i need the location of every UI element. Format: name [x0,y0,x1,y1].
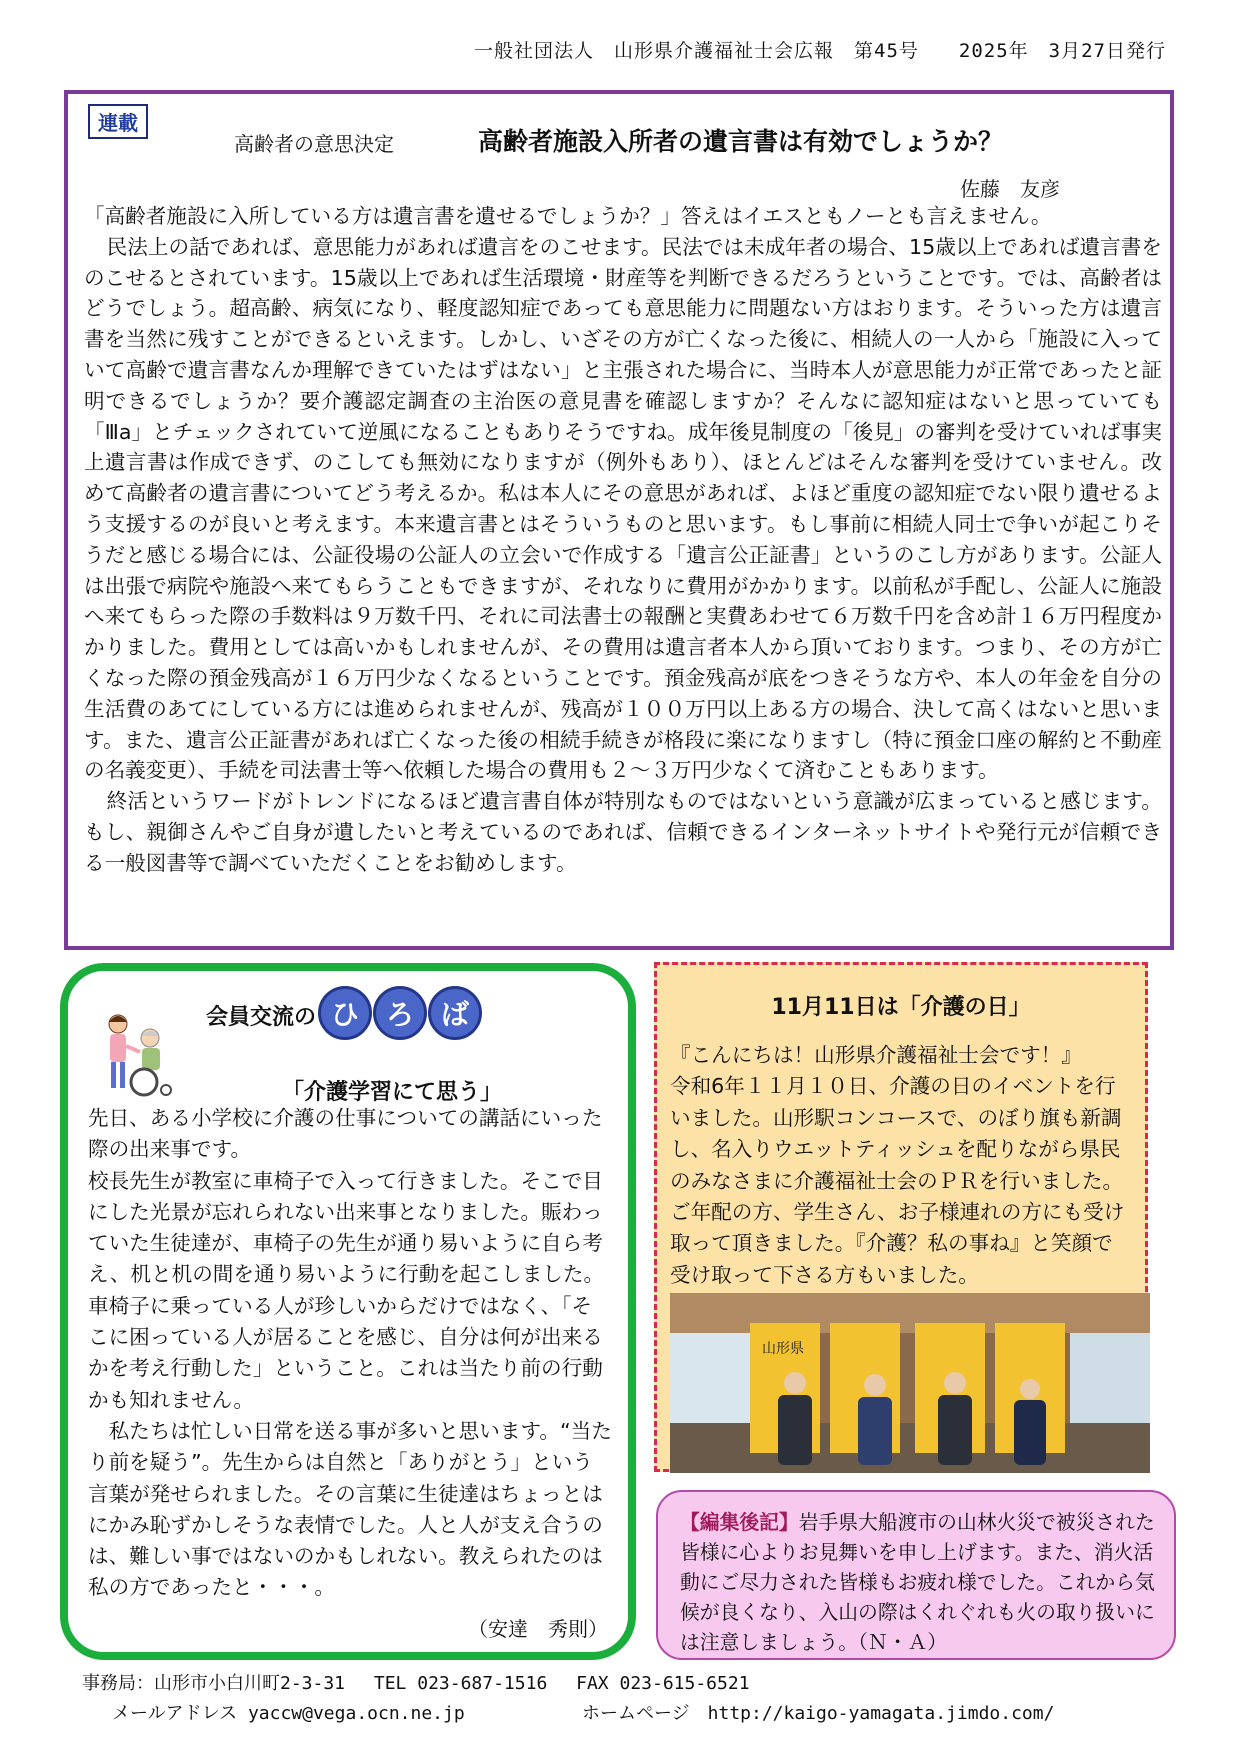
caregiver-wheelchair-illustration [100,1010,180,1100]
plaza-paragraph: 校長先生が教室に車椅子で入って行きました。そこで目にした光景が忘れられない出来事となりました。賑わっていた生徒達が、車椅子の先生が通り易いように自ら考え、机と机の間を通り易いように行動を起こしました。車椅子に乗っている人が珍しいからだけではなく、「そこに困っている人が居ることを感じ、自分は何が出来るかを考え行動した」ということ。これは当たり前の行動かも知れません。 [88,1168,605,1412]
series-tag: 連載 [88,104,148,139]
banner-text: 山形県 [762,1341,804,1357]
plaza-label: 会員交流の [206,1005,317,1030]
footer-tel: 023-687-1516 [417,1673,548,1694]
footer-web-label: ホームページ [582,1703,690,1724]
footer-web-line [582,1699,1054,1725]
article-title: 高齢者施設入所者の遺言書は有効でしょうか？ [478,127,1004,156]
article-subheading: 高齢者の意思決定 [234,132,394,156]
plaza-title: 「介護学習にて思う」 [282,1080,503,1105]
plaza-paragraph: 先日、ある小学校に介護の仕事についての講話にいった際の出来事です。 [88,1106,603,1162]
kaigo-day-title: 11月11日は「介護の日」 [771,995,1031,1020]
kaigo-day-paragraph: 『こんにちは！山形県介護福祉士会です！』 [670,1043,1082,1067]
footer-fax: 023-615-6521 [619,1673,750,1694]
editor-note-label: 【編集後記】 [680,1511,799,1534]
editor-note [680,1508,1158,1658]
footer-email-label: メールアドレス [112,1703,238,1724]
footer-office-label: 事務局： [82,1673,154,1694]
footer-email-link[interactable]: yaccw@vega.ocn.ne.jp [247,1703,465,1724]
article-body [84,201,1162,879]
plaza-bubble-ro: ろ [373,986,427,1040]
article-paragraph: 民法上の話であれば、意思能力があれば遺言をのこせます。民法では未成年者の場合、15歳以上であれば遺言書をのこせるとされています。15歳以上であれば生活環境・財産等を判断できるだろうということです。では、高齢者はどうでしょう。超高齢、病気になり、軽度認知症であっても意思能力に問題ない方はおります。そういった方は遺言書を当然に残すことができるといえます。しかし、いざその方が亡くなった後に、相続人の一人から「施設に入っていて高齢で遺言書なんか理解できていたはずはない」と主張された場合に、当時本人が意思能力が正常であったと証明できるでしょうか？要介護認定調査の主治医の意見書を確認しますか？そんなに認知症はないと思っていても「Ⅲa」とチェックされていて逆風になることもありそうですね。成年後見制度の「後見」の審判を受けていれば事実上遺言書は作成できず、のこしても無効になりますが（例外もあり）、ほとんどはそんな審判を受けていません。改めて高齢者の遺言書についてどう考えるか。私は本人にその意思があれば、よほど重度の認知症でない限り遺せるよう支援するのが良いと考えます。本来遺言書とはそういうものと思います。もし事前に相続人同士で争いが起こりそうだと感じる場合には、公証役場の公証人の立会いで作成する「遺言公正証書」というのこし方があります。公証人は出張で病院や施設へ来てもらうこともできますが、それなりに費用がかかります。以前私が手配し、公証人に施設へ来てもらった際の手数料は９万数千円、それに司法書士の報酬と実費あわせて６万数千円を含め計１６万円程度かかりました。費用としては高いかもしれませんが、その費用は遺言者本人から頂いております。つまり、その方が亡くなった際の預金残高が１６万円少なくなるということです。預金残高が底をつきそうな方や、本人の年金を自分の生活費のあてにしている方には進められませんが、残高が１００万円以上ある方の場合、決して高くはないと思います。また、遺言公正証書があれば亡くなった後の相続手続きが格段に楽になりますし（特に預金口座の解約と不動産の名義変更）、手続を司法書士等へ依頼した場合の費用も２～３万円少なくて済むこともあります。 [84,234,1162,783]
article-paragraph: 終活というワードがトレンドになるほど遺言書自体が特別なものではないという意識が広まっていると感じます。もし、親御さんやご自身が遺したいと考えているのであれば、信頼できるインターネットサイトや発行元が信頼できる一般図書等で調べていただくことをお勧めします。 [84,789,1162,875]
editor-note-text: 岩手県大船渡市の山林火災で被災された皆様に心よりお見舞いを申し上げます。また、消火活動にご尽力された皆様もお疲れ様でした。これから気候が良くなり、入山の際はくれぐれも火の取り扱いには注意しましょう。（Ｎ・Ａ） [680,1511,1155,1654]
footer-office [82,1669,750,1695]
header-date: 2025年 3月27日発行 [958,40,1166,62]
footer-email-line [112,1699,465,1725]
header-org: 一般社団法人 山形県介護福祉士会広報 第45号 [474,40,919,62]
article-paragraph: 「高齢者施設に入所している方は遺言書を遺せるでしょうか？」答えはイエスともノーとも言えません。 [84,204,1052,228]
plaza-author: （安達 秀則） [468,1617,608,1641]
event-photo [670,1293,1150,1473]
footer-address: 山形市小白川町2-3-31 [154,1673,346,1694]
article-author: 佐藤 友彦 [960,177,1060,201]
footer-tel-label: TEL [373,1673,407,1694]
footer-fax-label: FAX [576,1673,609,1694]
footer-web-link[interactable]: http://kaigo-yamagata.jimdo.com/ [707,1703,1055,1724]
plaza-bubble-hi: ひ [318,986,372,1040]
newsletter-header [0,36,1166,63]
kaigo-day-paragraph: 令和6年１１月１０日、介護の日のイベントを行いました。山形駅コンコースで、のぼり旗も新調し、名入りウエットティッシュを配りながら県民のみなさまに介護福祉士会のＰＲを行いました。ご年配の方、学生さん、お子様連れの方にも受け取って頂きました。『介護？私の事ね』と笑顔で受け取って下さる方もいました。 [670,1074,1125,1287]
plaza-paragraph: 私たちは忙しい日常を送る事が多いと思います。“当たり前を疑う”。先生からは自然と「ありがとう」という言葉が発せられました。その言葉に生徒達はちょっとはにかみ恥ずかしそうな表情でした。人と人が支え合うのは、難しい事ではないのかもしれない。教えられたのは私の方であったと・・・。 [88,1418,612,1600]
plaza-bubble-ba: ば [428,986,482,1040]
kaigo-day-body [670,1040,1132,1291]
plaza-body [88,1103,612,1604]
